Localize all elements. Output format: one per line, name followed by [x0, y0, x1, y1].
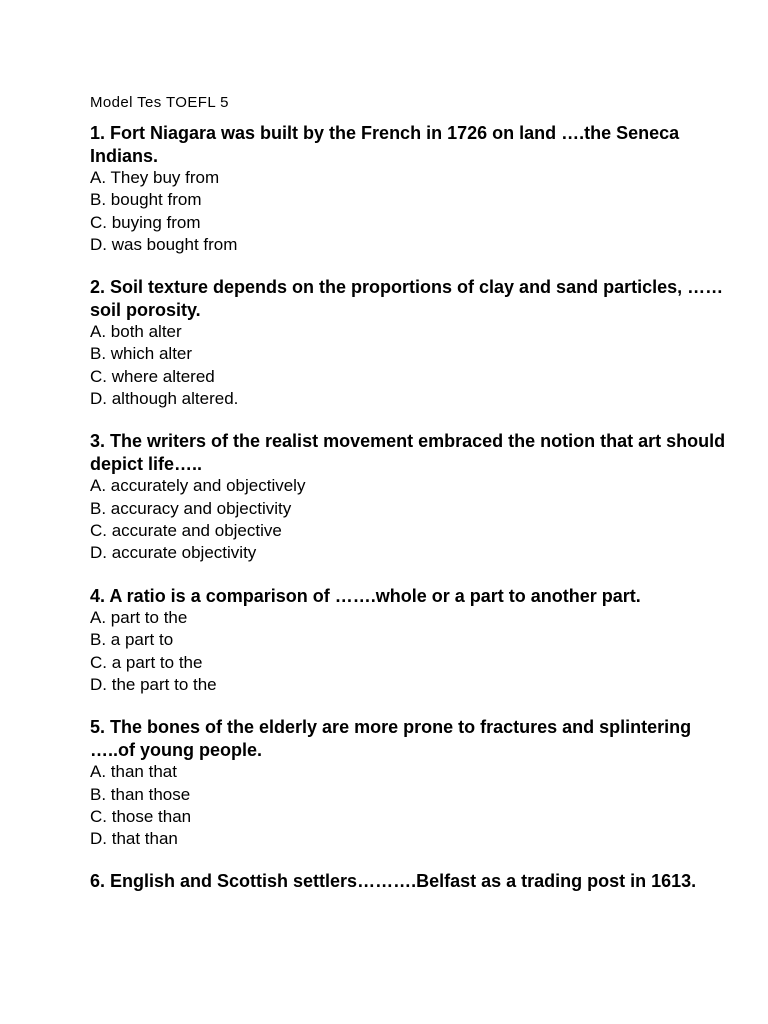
answer-option-d: D. accurate objectivity: [90, 543, 257, 563]
answer-option-c: C. accurate and objective: [90, 520, 282, 540]
question-6: [90, 870, 730, 893]
question-4: [90, 585, 730, 697]
answer-options: [90, 475, 730, 564]
answer-option-c: C. those than: [90, 806, 192, 826]
answer-option-d: D. the part to the: [90, 674, 217, 694]
answer-option-a: A. both alter: [90, 322, 182, 342]
answer-option-d: D. was bought from: [90, 234, 238, 254]
answer-option-b: B. accuracy and objectivity: [90, 498, 292, 518]
answer-options: [90, 321, 730, 410]
answer-options: [90, 761, 730, 850]
answer-options: [90, 607, 730, 696]
question-text: 2. Soil texture depends on the proportions of clay and sand particles, ……soil porosity.: [90, 277, 724, 320]
answer-options: [90, 167, 730, 256]
question-text: 3. The writers of the realist movement embraced the notion that art should depict life…..: [90, 431, 726, 474]
answer-option-a: A. part to the: [90, 608, 188, 628]
answer-option-a: A. They buy from: [90, 168, 220, 187]
answer-option-b: B. which alter: [90, 344, 193, 364]
question-1: [90, 122, 730, 256]
question-text: 5. The bones of the elderly are more prone to fractures and splintering …..of young people.: [90, 717, 692, 760]
answer-option-b: B. a part to: [90, 630, 174, 650]
answer-option-d: D. that than: [90, 829, 178, 849]
answer-option-c: C. buying from: [90, 212, 201, 232]
question-text: 4. A ratio is a comparison of …….whole or a part to another part.: [90, 585, 641, 606]
question-text: 1. Fort Niagara was built by the French in 1726 on land ….the Seneca Indians.: [90, 123, 680, 166]
question-2: [90, 276, 730, 410]
document-page: [90, 94, 730, 913]
answer-option-d: D. although altered.: [90, 389, 239, 409]
question-text: 6. English and Scottish settlers……….Belfast as a trading post in 1613.: [90, 871, 697, 892]
answer-option-a: A. than that: [90, 762, 177, 782]
question-5: [90, 716, 730, 850]
answer-option-b: B. than those: [90, 784, 191, 804]
question-3: [90, 430, 730, 564]
answer-option-b: B. bought from: [90, 190, 202, 210]
answer-option-c: C. where altered: [90, 366, 215, 386]
answer-option-a: A. accurately and objectively: [90, 476, 306, 496]
answer-option-c: C. a part to the: [90, 652, 203, 672]
document-title: Model Tes TOEFL 5: [90, 94, 229, 111]
